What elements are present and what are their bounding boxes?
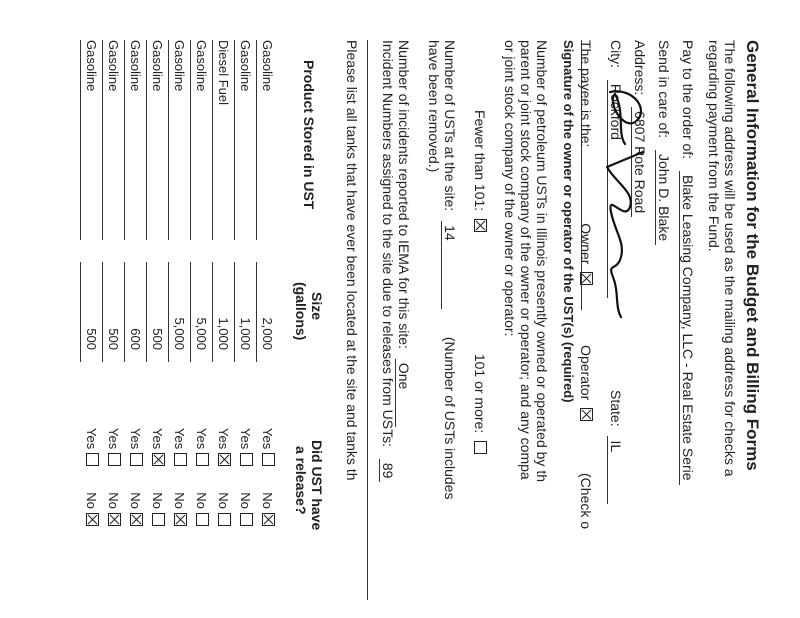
- signature-label: Signature of the owner or operator of the UST(s) (required): [561, 40, 576, 403]
- state-label: State:: [608, 390, 624, 427]
- row-4-yes-checkbox[interactable]: [196, 453, 209, 466]
- row-1-size: 2,000: [260, 317, 275, 350]
- count-question-3: or joint stock company of the owner or operator:: [502, 40, 518, 337]
- row-4-product: Gasoline: [194, 40, 209, 92]
- table-intro: Please list all tanks that have ever been located at the site and tanks th: [344, 40, 360, 481]
- row-8-yes-checkbox[interactable]: [108, 453, 121, 466]
- pay-to-row: [679, 40, 696, 485]
- 101-or-more-checkbox[interactable]: [474, 441, 487, 454]
- intro-line-2: regarding payment from the Fund.: [706, 40, 722, 252]
- row-6-no-checkbox[interactable]: [152, 513, 165, 526]
- row-6-no-label: No: [150, 492, 165, 509]
- row-6-size: 500: [150, 328, 165, 350]
- fewer-than-101-checkbox[interactable]: [474, 219, 487, 232]
- address-value[interactable]: 6807 Rote Road: [631, 107, 648, 217]
- row-5-release: [172, 428, 187, 530]
- payee-is-label: The payee is the:: [578, 40, 594, 148]
- row-7-yes-label: Yes: [128, 428, 143, 450]
- row-2-product-line: [234, 40, 235, 240]
- row-3-no-label: No: [216, 492, 231, 509]
- payee-is-note: (Check o: [578, 473, 594, 530]
- usts-at-site-value[interactable]: 14: [441, 221, 458, 309]
- row-8-no-label: No: [106, 492, 121, 509]
- row-7-product: Gasoline: [128, 40, 143, 92]
- pay-to-label: Pay to the order of:: [680, 40, 696, 160]
- row-3-size-line: [212, 262, 213, 362]
- row-1-yes-checkbox[interactable]: [262, 453, 275, 466]
- row-5-no-checkbox[interactable]: [174, 513, 187, 526]
- incidents-label: Number of incidents reported to IEMA for this site:: [396, 40, 412, 349]
- row-8-product-line: [102, 40, 103, 240]
- row-7-yes-checkbox[interactable]: [130, 453, 143, 466]
- incidents-row-2: [379, 40, 396, 482]
- row-1-no-checkbox[interactable]: [262, 513, 275, 526]
- usts-at-site-note-2: have been removed.): [426, 40, 442, 173]
- row-4-no-label: No: [194, 492, 209, 509]
- row-1-product: Gasoline: [260, 40, 275, 92]
- owner-label: Owner: [578, 223, 594, 265]
- row-3-yes-checkbox[interactable]: [218, 453, 231, 466]
- row-4-size: 5,000: [194, 317, 209, 350]
- row-8-no-checkbox[interactable]: [108, 513, 121, 526]
- row-5-size: 5,000: [172, 317, 187, 350]
- operator-checkbox[interactable]: [580, 408, 593, 421]
- row-8-size-line: [102, 262, 103, 362]
- row-6-yes-label: Yes: [150, 428, 165, 450]
- row-1-yes-label: Yes: [260, 428, 275, 450]
- care-of-value[interactable]: John D. Blake: [655, 150, 672, 245]
- row-1-product-line: [256, 40, 257, 240]
- incidents-value[interactable]: One: [395, 359, 412, 427]
- form-title: General Information for the Budget and Billing Forms: [743, 40, 762, 471]
- usts-at-site-row: [441, 40, 458, 499]
- row-2-yes-label: Yes: [238, 428, 253, 450]
- row-8-release: [106, 428, 121, 530]
- signature-line: [581, 40, 582, 310]
- care-of-label: Send in care of:: [656, 40, 672, 139]
- fewer-than-101-label: Fewer than 101:: [472, 110, 488, 212]
- row-3-release: [216, 428, 231, 530]
- row-4-no-checkbox[interactable]: [196, 513, 209, 526]
- row-7-release: [128, 428, 143, 530]
- row-9-yes-checkbox[interactable]: [86, 453, 99, 466]
- incident-numbers-label: Incident Numbers assigned to the site due to releases from USTs:: [380, 40, 396, 447]
- row-2-yes-checkbox[interactable]: [240, 453, 253, 466]
- row-6-product-line: [146, 40, 147, 240]
- row-5-product: Gasoline: [172, 40, 187, 92]
- row-9-release: [84, 428, 99, 530]
- row-3-no-checkbox[interactable]: [218, 513, 231, 526]
- header-size-2: (gallons): [293, 282, 309, 341]
- row-6-release: [150, 428, 165, 530]
- count-question-1: Number of petroleum USTs in Illinois presently owned or operated by th: [534, 40, 550, 482]
- row-3-size: 1,000: [216, 317, 231, 350]
- row-1-size-line: [256, 262, 257, 362]
- row-8-size: 500: [106, 328, 121, 350]
- row-9-no-checkbox[interactable]: [86, 513, 99, 526]
- count-options-row: [472, 110, 488, 458]
- row-9-size-line: [80, 262, 81, 362]
- row-5-product-line: [168, 40, 169, 240]
- row-1-release: [260, 428, 275, 530]
- state-row: [607, 390, 624, 504]
- row-8-yes-label: Yes: [106, 428, 121, 450]
- row-4-release: [194, 428, 209, 530]
- usts-at-site-note: (Number of USTs includes: [442, 336, 458, 500]
- row-2-no-checkbox[interactable]: [240, 513, 253, 526]
- row-4-product-line: [190, 40, 191, 240]
- section-divider: [367, 40, 368, 600]
- pay-to-value[interactable]: Blake Leasing Company, LLC - Real Estate Serie: [679, 171, 696, 485]
- row-9-size: 500: [84, 328, 99, 350]
- row-3-product: Diesel Fuel: [216, 40, 231, 106]
- row-1-no-label: No: [260, 492, 275, 509]
- row-9-product: Gasoline: [84, 40, 99, 92]
- header-product: Product Stored in UST: [301, 60, 317, 210]
- 101-or-more-label: 101 or more:: [472, 353, 488, 434]
- row-4-size-line: [190, 262, 191, 362]
- row-5-size-line: [168, 262, 169, 362]
- handwritten-signature: [595, 72, 655, 332]
- row-3-product-line: [212, 40, 213, 240]
- row-2-size: 1,000: [238, 317, 253, 350]
- usts-at-site-label: Number of USTs at the site:: [442, 40, 458, 212]
- row-4-yes-label: Yes: [194, 428, 209, 450]
- address-label: Address:: [632, 40, 648, 96]
- row-5-no-label: No: [172, 492, 187, 509]
- incidents-row-1: [395, 40, 412, 427]
- row-7-product-line: [124, 40, 125, 240]
- header-release-2: a release?: [293, 446, 309, 515]
- row-5-yes-checkbox[interactable]: [174, 453, 187, 466]
- row-9-no-label: No: [84, 492, 99, 509]
- row-8-product: Gasoline: [106, 40, 121, 92]
- header-size-1: Size: [309, 292, 325, 321]
- state-value[interactable]: IL: [607, 436, 624, 504]
- row-9-yes-label: Yes: [84, 428, 99, 450]
- city-value[interactable]: Rockford: [607, 80, 624, 298]
- row-2-size-line: [234, 262, 235, 362]
- row-6-product: Gasoline: [150, 40, 165, 92]
- count-question-2: parent or joint stock company of the owner or operator; and any compa: [518, 40, 534, 480]
- row-6-yes-checkbox[interactable]: [152, 453, 165, 466]
- operator-label: Operator: [578, 345, 594, 401]
- incident-numbers-value[interactable]: 89: [379, 459, 396, 483]
- row-7-no-label: No: [128, 492, 143, 509]
- row-9-product-line: [80, 40, 81, 240]
- care-of-row: [655, 40, 672, 245]
- row-2-release: [238, 428, 253, 530]
- row-2-no-label: No: [238, 492, 253, 509]
- row-6-size-line: [146, 262, 147, 362]
- row-3-yes-label: Yes: [216, 428, 231, 450]
- intro-line-1: The following address will be used as the mailing address for checks a: [722, 40, 738, 477]
- header-release-1: Did UST have: [309, 440, 325, 531]
- row-5-yes-label: Yes: [172, 428, 187, 450]
- row-7-size-line: [124, 262, 125, 362]
- row-7-size: 600: [128, 328, 143, 350]
- row-7-no-checkbox[interactable]: [130, 513, 143, 526]
- city-label: City:: [608, 40, 624, 68]
- row-2-product: Gasoline: [238, 40, 253, 92]
